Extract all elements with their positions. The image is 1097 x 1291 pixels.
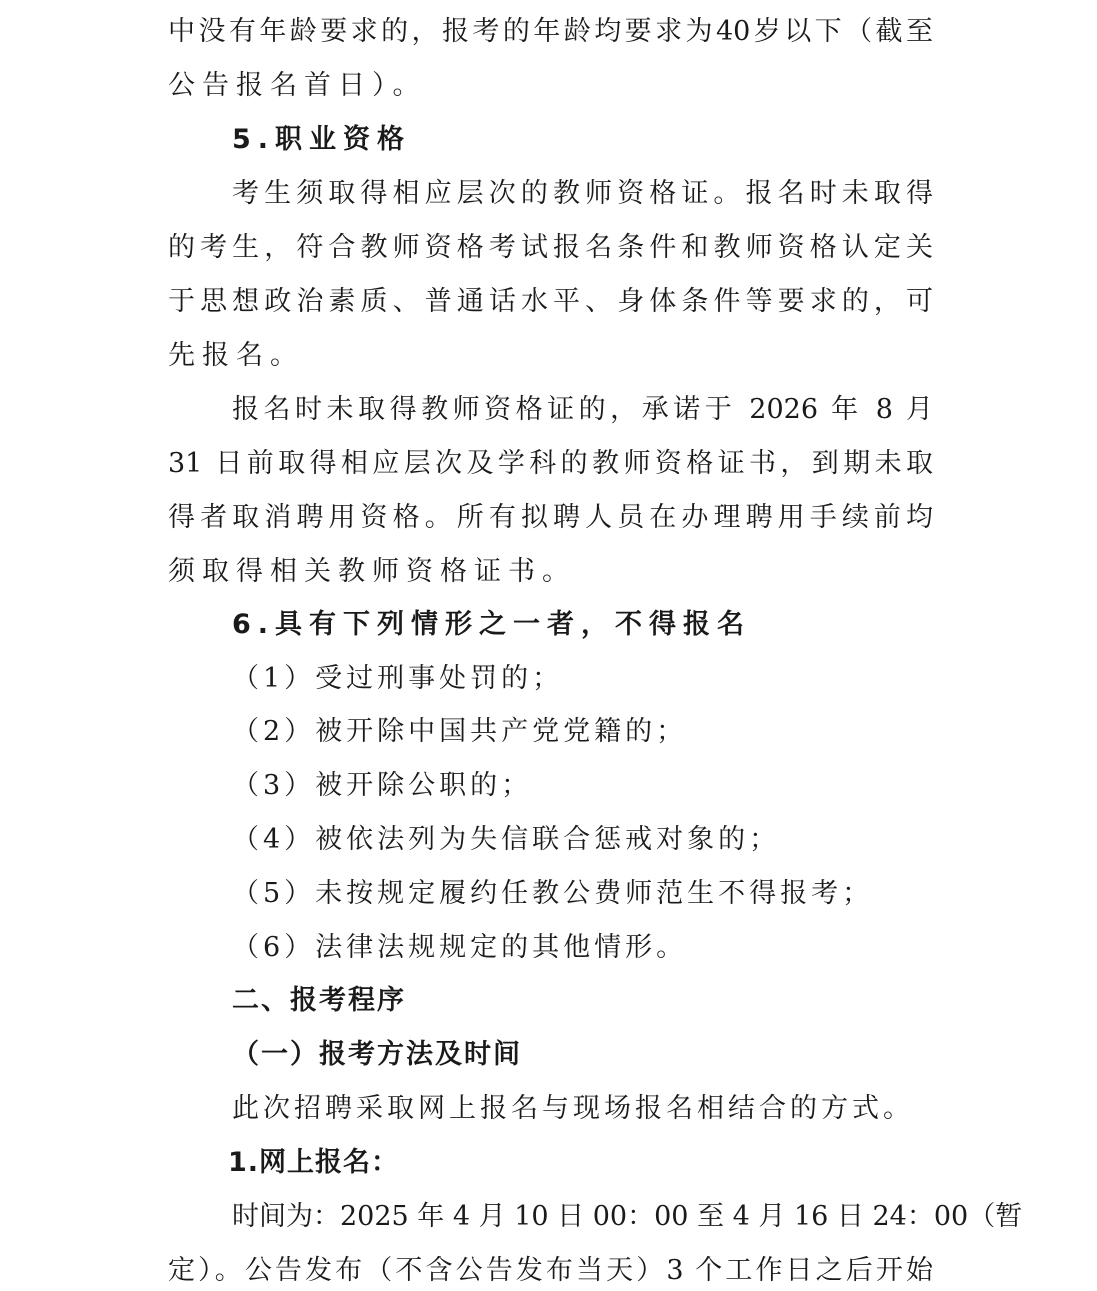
list-item: （1）受过刑事处罚的； (232, 663, 564, 694)
subsection-heading: （一）报考方法及时间 (232, 1039, 522, 1070)
section-heading: 5.职业资格 (232, 124, 412, 155)
list-item: （3）被开除公职的； (232, 770, 533, 801)
paragraph-line: 时间为：2025 年 4 月 10 日 00：00 至 4 月 16 日 24：00（暂 (232, 1201, 1023, 1232)
subsection-heading: 1.网上报名： (228, 1147, 400, 1178)
paragraph-line: 定）。公告发布（不含公告发布当天）3 个工作日之后开始 (168, 1255, 933, 1286)
paragraph-line: 得者取消聘用资格。所有拟聘人员在办理聘用手续前均 (168, 502, 933, 533)
paragraph-line: 公告报名首日）。 (168, 70, 427, 101)
paragraph-line: 考生须取得相应层次的教师资格证。报名时未取得 (232, 178, 933, 209)
paragraph-line: 须取得相关教师资格证书。 (168, 556, 576, 587)
list-item: （6）法律法规规定的其他情形。 (232, 932, 688, 963)
paragraph-line: 报名时未取得教师资格证的，承诺于 2026 年 8 月 (232, 394, 933, 425)
section-heading: 6.具有下列情形之一者，不得报名 (232, 609, 752, 640)
chapter-heading: 二、报考程序 (232, 985, 406, 1016)
paragraph-line: 的考生，符合教师资格考试报名条件和教师资格认定关 (168, 232, 933, 263)
paragraph-line: 于思想政治素质、普通话水平、身体条件等要求的，可 (168, 286, 933, 317)
list-item: （4）被依法列为失信联合惩戒对象的； (232, 824, 781, 855)
paragraph-line: 此次招聘采取网上报名与现场报名相结合的方式。 (232, 1093, 914, 1124)
list-item: （5）未按规定履约任教公费师范生不得报考； (232, 878, 874, 909)
paragraph-line: 先报名。 (168, 340, 304, 371)
list-item: （2）被开除中国共产党党籍的； (232, 716, 688, 747)
paragraph-line: 中没有年龄要求的，报考的年龄均要求为40岁以下（截至 (168, 16, 933, 47)
paragraph-line: 31 日前取得相应层次及学科的教师资格证书，到期未取 (168, 448, 933, 479)
